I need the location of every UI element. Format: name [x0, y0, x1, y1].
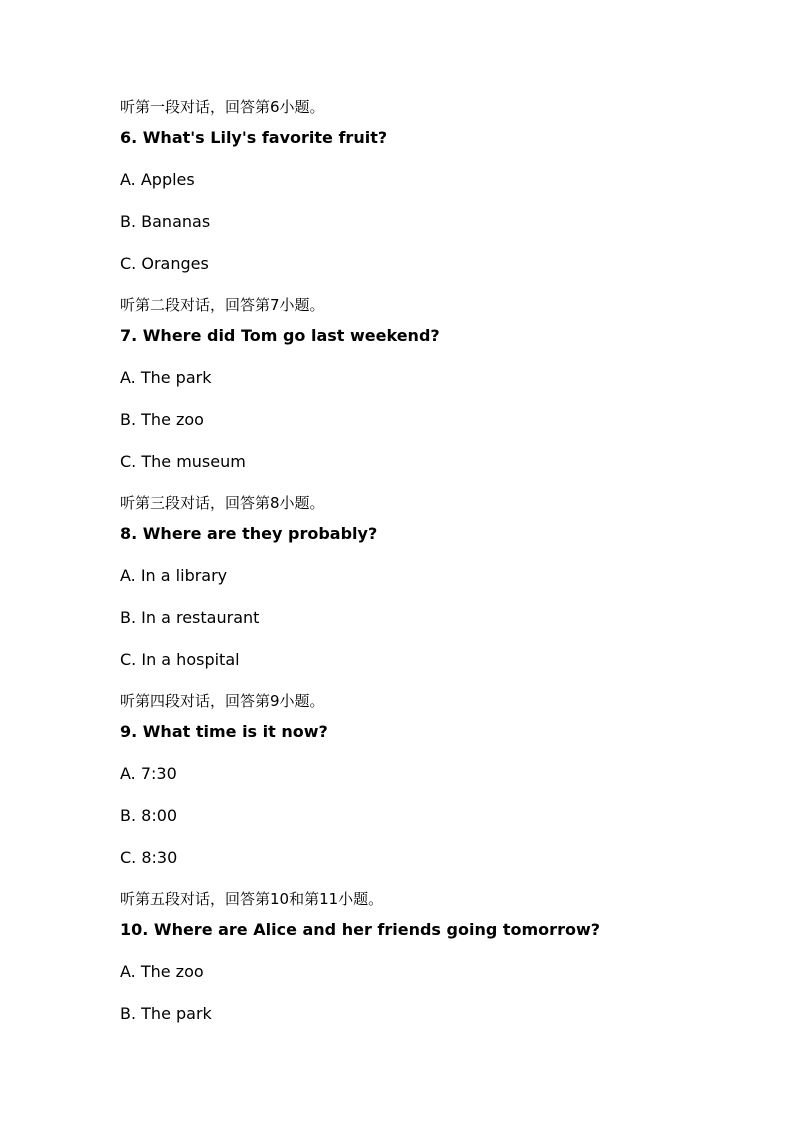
- option-8c: C. In a hospital: [120, 650, 240, 669]
- dialogue-block-1: [120, 96, 720, 275]
- dialogue-block-3: [120, 492, 720, 671]
- question-9: 9. What time is it now?: [120, 722, 328, 741]
- instruction-1: 听第一段对话，回答第6小题。: [120, 98, 325, 116]
- option-6b: B. Bananas: [120, 212, 211, 231]
- question-6: 6. What's Lily's favorite fruit?: [120, 128, 388, 147]
- question-10: 10. Where are Alice and her friends going tomorrow?: [120, 920, 601, 939]
- instruction-2: 听第二段对话，回答第7小题。: [120, 296, 325, 314]
- option-7c: C. The museum: [120, 452, 246, 471]
- instruction-3: 听第三段对话，回答第8小题。: [120, 494, 325, 512]
- dialogue-block-4: [120, 690, 720, 869]
- option-6a: A. Apples: [120, 170, 195, 189]
- option-9c: C. 8:30: [120, 848, 178, 867]
- option-7b: B. The zoo: [120, 410, 204, 429]
- option-7a: A. The park: [120, 368, 212, 387]
- instruction-5: 听第五段对话，回答第10和第11小题。: [120, 890, 384, 908]
- option-9a: A. 7:30: [120, 764, 177, 783]
- option-10b: B. The park: [120, 1004, 212, 1023]
- question-7: 7. Where did Tom go last weekend?: [120, 326, 440, 345]
- dialogue-block-2: [120, 294, 720, 473]
- question-8: 8. Where are they probably?: [120, 524, 378, 543]
- option-8a: A. In a library: [120, 566, 228, 585]
- dialogue-block-5: [120, 888, 720, 1025]
- instruction-4: 听第四段对话，回答第9小题。: [120, 692, 325, 710]
- option-9b: B. 8:00: [120, 806, 178, 825]
- option-6c: C. Oranges: [120, 254, 209, 273]
- option-8b: B. In a restaurant: [120, 608, 260, 627]
- option-10a: A. The zoo: [120, 962, 204, 981]
- listening-section: [120, 96, 720, 1025]
